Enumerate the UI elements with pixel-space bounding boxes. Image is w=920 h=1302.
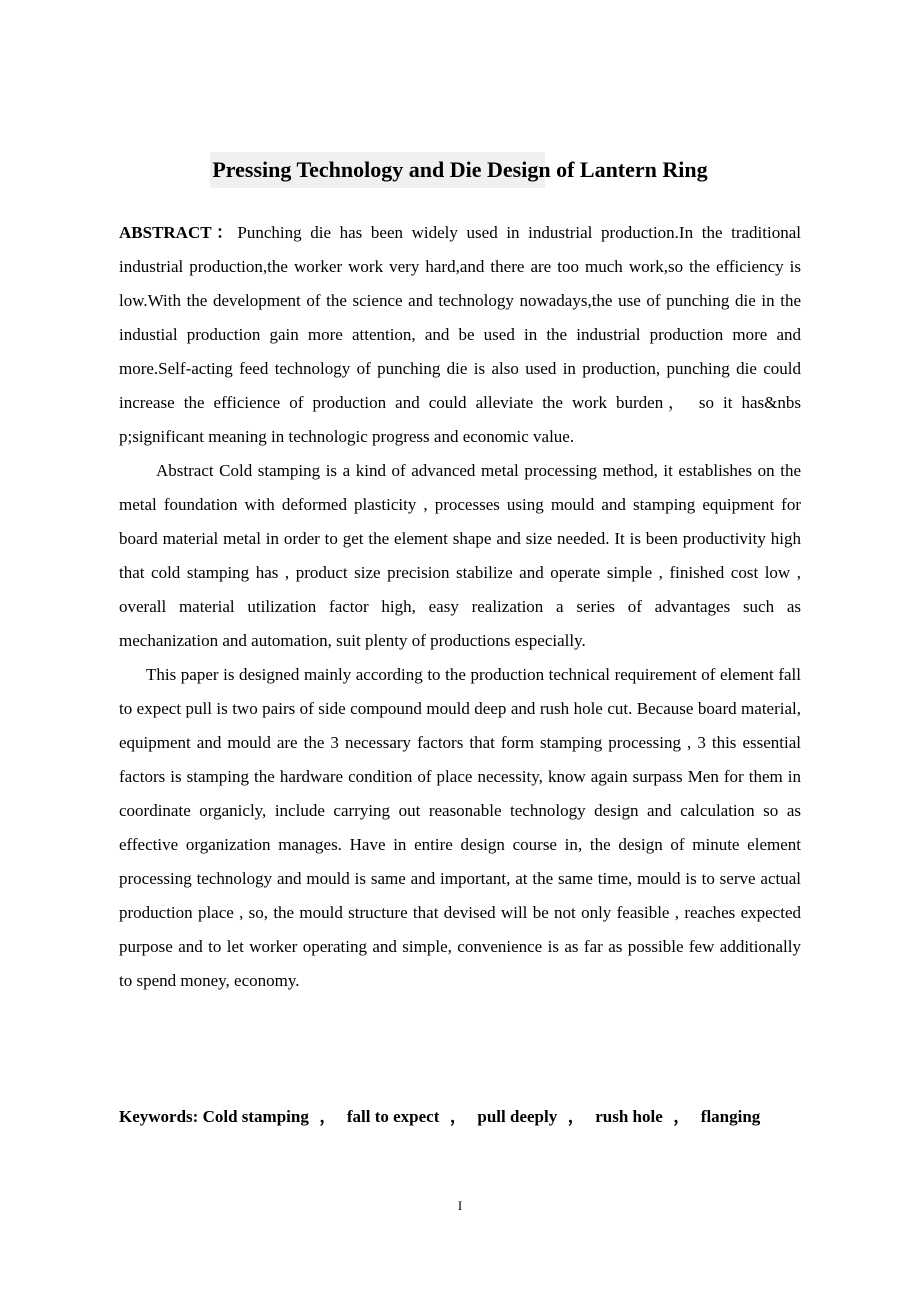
document-body <box>119 216 801 998</box>
keywords-line <box>119 1100 819 1134</box>
title-container <box>0 152 920 188</box>
keyword-item: rush hole <box>595 1107 663 1126</box>
keyword-separator: ， <box>319 1107 337 1126</box>
document-title: Pressing Technology and Die Design of Lantern Ring <box>210 152 709 188</box>
keyword-separator: ， <box>567 1107 585 1126</box>
keyword-item: fall to expect <box>346 1107 440 1126</box>
page-number: I <box>457 1198 463 1213</box>
keyword-item: flanging <box>700 1107 761 1126</box>
abstract-text: Punching die has been widely used in industrial production.In the traditional industrial production,the worker work very hard,and there are too much work,so the efficiency is low.With the development of the science and technology nowadays,the use of punching die in the industial production gain more attention, and be used in the industrial production more and more.Self-acting feed technology of punching die is also used in production, punching die could increase the efficience of production and could alleviate the work burden， so it has&nbs p;significant meaning in technologic progress and economic value. <box>119 223 801 446</box>
keyword-item: pull deeply <box>477 1107 558 1126</box>
body-paragraph-1: Abstract Cold stamping is a kind of advanced metal processing method, it establishes on the metal foundation with deformed plasticity , processes using mould and stamping equipment for board material metal in order to get the element shape and size needed. It is been productivity high that cold stamping has , product size precision stabilize and operate simple , finished cost low , overall material utilization factor high, easy realization a series of advantages such as mechanization and automation, suit plenty of productions especially. <box>119 461 801 650</box>
keyword-separator: ， <box>673 1107 691 1126</box>
body-paragraph-2: This paper is designed mainly according to the production technical requirement of element fall to expect pull is two pairs of side compound mould deep and rush hole cut. Because board material, equipment and mould are the 3 necessary factors that form stamping processing , 3 this essential factors is stamping the hardware condition of place necessity, know again surpass Men for them in coordinate organicly, include carrying out reasonable technology design and calculation so as effective organization manages. Have in entire design course in, the design of minute element processing technology and mould is same and important, at the same time, mould is to serve actual production place , so, the mould structure that devised will be not only feasible , reaches expected purpose and to let worker operating and simple, convenience is as far as possible few additionally to spend money, economy. <box>119 665 801 990</box>
keywords-label: Keywords: <box>119 1107 199 1126</box>
abstract-label: ABSTRACT： <box>119 223 238 242</box>
keyword-item: Cold stamping <box>202 1107 309 1126</box>
keyword-separator: ， <box>449 1107 467 1126</box>
abstract-paragraph <box>119 216 801 454</box>
